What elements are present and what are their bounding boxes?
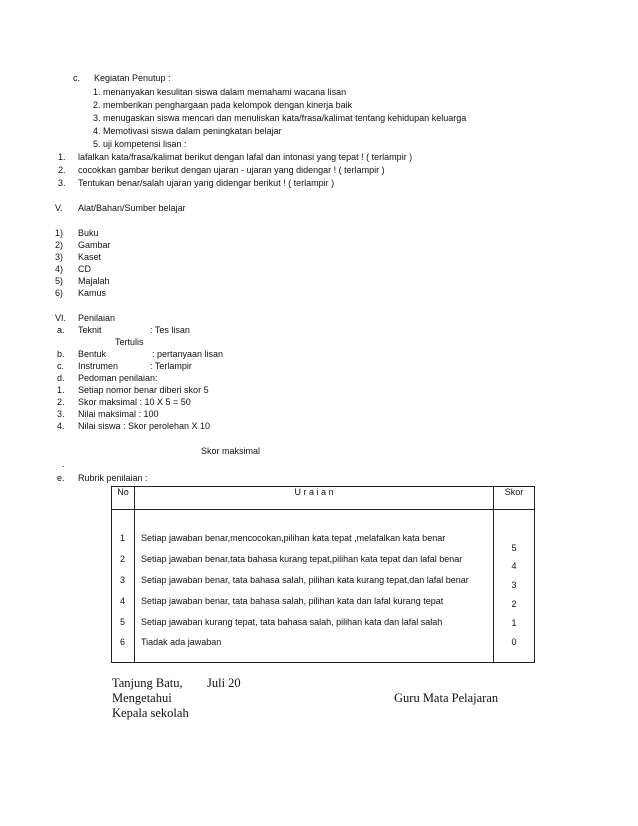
stray-dot: . xyxy=(62,459,65,469)
rubric-description: Tiadak ada jawaban xyxy=(141,637,222,647)
penutup-title: Kegiatan Penutup : xyxy=(94,73,171,83)
tool-item: CD xyxy=(78,264,91,274)
teknik-value: : Tes lisan xyxy=(150,325,190,335)
rubric-description: Setiap jawaban kurang tepat, tata bahasa salah, pilihan kata dan lafal salah xyxy=(141,617,443,627)
penutup-item: 3. menugaskan siswa mencari dan menuliskan kata/frasa/kalimat tentang kehidupan keluarga xyxy=(93,113,467,123)
rubric-score: 0 xyxy=(511,637,517,647)
tool-item: Gambar xyxy=(78,240,111,250)
penutup-item: 1. menanyakan kesulitan siswa dalam memahami wacana lisan xyxy=(93,87,347,97)
formula-denominator: Skor maksimal xyxy=(201,446,261,456)
pedoman-item: Nilai siswa : Skor perolehan X 10 xyxy=(78,421,211,431)
rubric-description: Setiap jawaban benar,mencocokan,pilihan kata tepat ,melafalkan kata benar xyxy=(141,533,446,543)
section-v-title: Alat/Bahan/Sumber belajar xyxy=(78,203,186,213)
task-text: lafalkan kata/frasa/kalimat berikut dengan lafal dan intonasi yang tepat ! ( terlampir ) xyxy=(78,152,413,162)
pedoman-item: Skor maksimal : 10 X 5 = 50 xyxy=(78,397,191,407)
rubrik-marker: e. xyxy=(57,473,65,483)
rubric-description: Setiap jawaban benar, tata bahasa salah, pilihan kata dan lafal kurang tepat xyxy=(141,596,444,606)
rubric-no: 4 xyxy=(120,596,126,606)
section-vi-title: Penilaian xyxy=(78,313,116,323)
rubric-uraian-column xyxy=(135,510,494,663)
penutup-item: 4. Memotivasi siswa dalam peningkatan belajar xyxy=(93,126,282,136)
instrumen-marker: c. xyxy=(57,361,65,371)
teknik-label: Teknit xyxy=(78,325,102,335)
pedoman-item: Setiap nomor benar diberi skor 5 xyxy=(78,385,209,395)
pedoman-item: Nilai maksimal : 100 xyxy=(78,409,159,419)
rubric-score: 4 xyxy=(511,561,517,571)
tool-item: Buku xyxy=(78,228,99,238)
pedoman-label: Pedoman penilaian: xyxy=(78,373,158,383)
task-text: cocokkan gambar berikut dengan ujaran - ujaran yang didengar ! ( terlampir ) xyxy=(78,165,385,175)
signature-place: Tanjung Batu, xyxy=(112,676,183,690)
rubric-description: Setiap jawaban benar, tata bahasa salah, pilihan kata kurang tepat,dan lafal benar xyxy=(141,575,469,585)
rubric-score: 1 xyxy=(511,618,517,628)
tool-number: 1) xyxy=(55,228,64,238)
pedoman-marker: d. xyxy=(57,373,65,383)
teknik-value-2: Tertulis xyxy=(115,337,144,347)
rubric-header-no: No xyxy=(112,487,135,510)
task-number: 1. xyxy=(58,152,66,162)
instrumen-label: Instrumen xyxy=(78,361,119,371)
pedoman-number: 2. xyxy=(57,397,65,407)
tool-number: 6) xyxy=(55,288,64,298)
penutup-item: 5. uji kompetensi lisan : xyxy=(93,139,187,149)
rubric-header-uraian: U r a i a n xyxy=(135,487,494,510)
rubric-score: 5 xyxy=(511,543,517,553)
bentuk-label: Bentuk xyxy=(78,349,107,359)
rubric-body-row xyxy=(112,510,535,663)
section-v-number: V. xyxy=(55,203,63,213)
rubric-score: 3 xyxy=(511,580,517,590)
tool-number: 4) xyxy=(55,264,64,274)
signature-right-title: Guru Mata Pelajaran xyxy=(394,691,499,705)
task-text: Tentukan benar/salah ujaran yang didengar berikut ! ( terlampir ) xyxy=(78,178,335,188)
rubric-header-skor: Skor xyxy=(494,487,535,510)
tool-number: 5) xyxy=(55,276,64,286)
rubric-table xyxy=(111,486,535,663)
task-number: 3. xyxy=(58,178,66,188)
rubric-no: 1 xyxy=(120,533,126,543)
rubric-no-column xyxy=(112,510,135,663)
rubric-score: 2 xyxy=(511,599,517,609)
penutup-item: 2. memberikan penghargaan pada kelompok dengan kinerja baik xyxy=(93,100,353,110)
bentuk-marker: b. xyxy=(57,349,65,359)
rubric-no: 5 xyxy=(120,617,126,627)
rubric-skor-column xyxy=(494,510,535,663)
pedoman-number: 3. xyxy=(57,409,65,419)
teknik-marker: a. xyxy=(57,325,65,335)
pedoman-number: 1. xyxy=(57,385,65,395)
penutup-marker: c. xyxy=(73,73,81,83)
tool-item: Kamus xyxy=(78,288,107,298)
rubric-header-row xyxy=(112,487,535,510)
rubric-description: Setiap jawaban benar,tata bahasa kurang tepat,pilihan kata tepat dan lafal benar xyxy=(141,554,463,564)
signature-left-role: Mengetahui xyxy=(112,691,172,705)
rubric-no: 6 xyxy=(120,637,126,647)
section-vi-number: VI. xyxy=(55,313,67,323)
pedoman-number: 4. xyxy=(57,421,65,431)
signature-date: Juli 20 xyxy=(207,676,241,690)
bentuk-value: : pertanyaan lisan xyxy=(152,349,224,359)
rubrik-label: Rubrik penilaian : xyxy=(78,473,148,483)
tool-number: 2) xyxy=(55,240,64,250)
instrumen-value: : Terlampir xyxy=(150,361,192,371)
signature-left-title: Kepala sekolah xyxy=(112,706,189,720)
task-number: 2. xyxy=(58,165,66,175)
tool-number: 3) xyxy=(55,252,64,262)
tool-item: Kaset xyxy=(78,252,102,262)
tool-item: Majalah xyxy=(78,276,110,286)
rubric-no: 3 xyxy=(120,575,126,585)
rubric-no: 2 xyxy=(120,554,126,564)
